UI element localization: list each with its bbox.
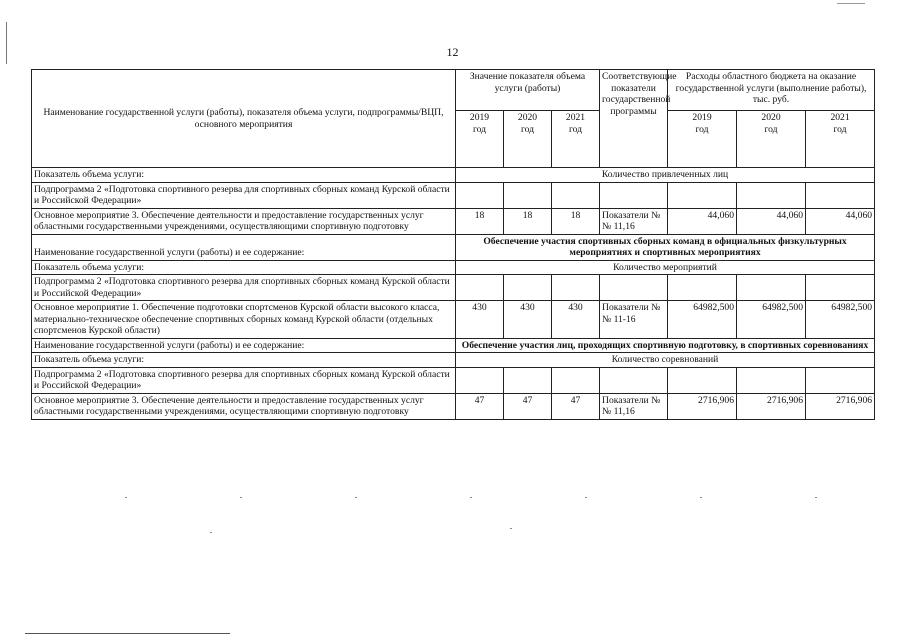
- indicator-label: Показатель объема услуги:: [32, 353, 456, 368]
- header-expense-group: Расходы областного бюджета на оказание государственной услуги (выполнение работы), тыс. руб.: [668, 70, 875, 111]
- subprogram-row: [32, 367, 875, 393]
- corresponding-indicators: Показатели №№ 11,16: [600, 208, 668, 234]
- header-value-group: Значение показателя объема услуги (работы): [456, 70, 600, 111]
- corner-mark: [837, 3, 865, 4]
- header-row-1: [32, 70, 875, 111]
- indicator-row: [32, 353, 875, 368]
- indicator-label: Показатель объема услуги:: [32, 260, 456, 275]
- value-2020: 18: [504, 208, 552, 234]
- value-2020: 430: [504, 301, 552, 339]
- indicator-row: [32, 260, 875, 275]
- expense-2021: 2716,906: [806, 393, 875, 419]
- service-label: Наименование государственной услуги (работы) и ее содержание:: [32, 234, 456, 260]
- expense-2020: 2716,906: [737, 393, 806, 419]
- expense-2019: 44,060: [668, 208, 737, 234]
- scan-dot: [355, 497, 357, 498]
- measure-row: [32, 301, 875, 339]
- page-number: 12: [446, 45, 459, 59]
- service-value: Обеспечение участия спортивных сборных команд в официальных физкультурных мероприятиях и спортивных мероприятиях: [456, 234, 875, 260]
- scan-dot: [700, 497, 702, 498]
- corresponding-indicators: Показатели №№ 11,16: [600, 393, 668, 419]
- value-2021: 18: [552, 208, 600, 234]
- value-2019: 18: [456, 208, 504, 234]
- indicator-value: Количество соревнований: [456, 353, 875, 368]
- measure-row: [32, 393, 875, 419]
- scan-dot: [210, 532, 212, 533]
- footnote-line: [25, 633, 230, 634]
- header-expense-year-2020: 2020 год: [737, 111, 806, 168]
- scan-dot: [240, 497, 242, 498]
- header-expense-year-2021: 2021 год: [806, 111, 875, 168]
- subprogram-row: [32, 275, 875, 301]
- measure-text: Основное мероприятие 3. Обеспечение деятельности и предоставление государственных услуг областными государственными учреждениями, осуществляющими спортивную подготовку: [32, 208, 456, 234]
- expense-2020: 64982,500: [737, 301, 806, 339]
- header-corresponding-column: Соответствующие показатели государственной программы: [600, 70, 668, 168]
- subprogram-text: Подпрограмма 2 «Подготовка спортивного резерва для спортивных сборных команд Курской области и Российской Федерации»: [32, 182, 456, 208]
- indicator-value: Количество привлеченных лиц: [456, 168, 875, 183]
- service-label: Наименование государственной услуги (работы) и ее содержание:: [32, 338, 456, 353]
- service-row: [32, 234, 875, 260]
- indicator-label: Показатель объема услуги:: [32, 168, 456, 183]
- value-2021: 47: [552, 393, 600, 419]
- header-year-2020: 2020 год: [504, 111, 552, 168]
- value-2021: 430: [552, 301, 600, 339]
- indicator-row: [32, 168, 875, 183]
- service-row: [32, 338, 875, 353]
- expense-2019: 2716,906: [668, 393, 737, 419]
- expense-2021: 44,060: [806, 208, 875, 234]
- expense-2019: 64982,500: [668, 301, 737, 339]
- subprogram-text: Подпрограмма 2 «Подготовка спортивного резерва для спортивных сборных команд Курской области и Российской Федерации»: [32, 367, 456, 393]
- service-value: Обеспечение участия лиц, проходящих спортивную подготовку, в спортивных соревнованиях: [456, 338, 875, 353]
- scan-dot: [815, 497, 817, 498]
- scan-dot: [510, 528, 512, 529]
- subprogram-row: [32, 182, 875, 208]
- header-expense-year-2019: 2019 год: [668, 111, 737, 168]
- measure-row: [32, 208, 875, 234]
- scan-dot: [585, 497, 587, 498]
- corresponding-indicators: Показатели №№ 11-16: [600, 301, 668, 339]
- value-2019: 430: [456, 301, 504, 339]
- expense-2020: 44,060: [737, 208, 806, 234]
- header-name-column: Наименование государственной услуги (работы), показателя объема услуги, подпрограммы/ВЦП, основного мероприятия: [32, 70, 456, 168]
- scan-dot: [470, 497, 472, 498]
- header-year-2019: 2019 год: [456, 111, 504, 168]
- header-year-2021: 2021 год: [552, 111, 600, 168]
- measure-text: Основное мероприятие 1. Обеспечение подготовки спортсменов Курской области высокого класса, материально-техническое обеспечение спортивных сборных команд Курской области (отдельных спортсменов Курской области): [32, 301, 456, 339]
- measure-text: Основное мероприятие 3. Обеспечение деятельности и предоставление государственных услуг областными государственными учреждениями, осуществляющими спортивную подготовку: [32, 393, 456, 419]
- scan-dot: [125, 497, 127, 498]
- indicator-value: Количество мероприятий: [456, 260, 875, 275]
- subprogram-text: Подпрограмма 2 «Подготовка спортивного резерва для спортивных сборных команд Курской области и Российской Федерации»: [32, 275, 456, 301]
- budget-table: [31, 69, 875, 420]
- value-2020: 47: [504, 393, 552, 419]
- value-2019: 47: [456, 393, 504, 419]
- expense-2021: 64982,500: [806, 301, 875, 339]
